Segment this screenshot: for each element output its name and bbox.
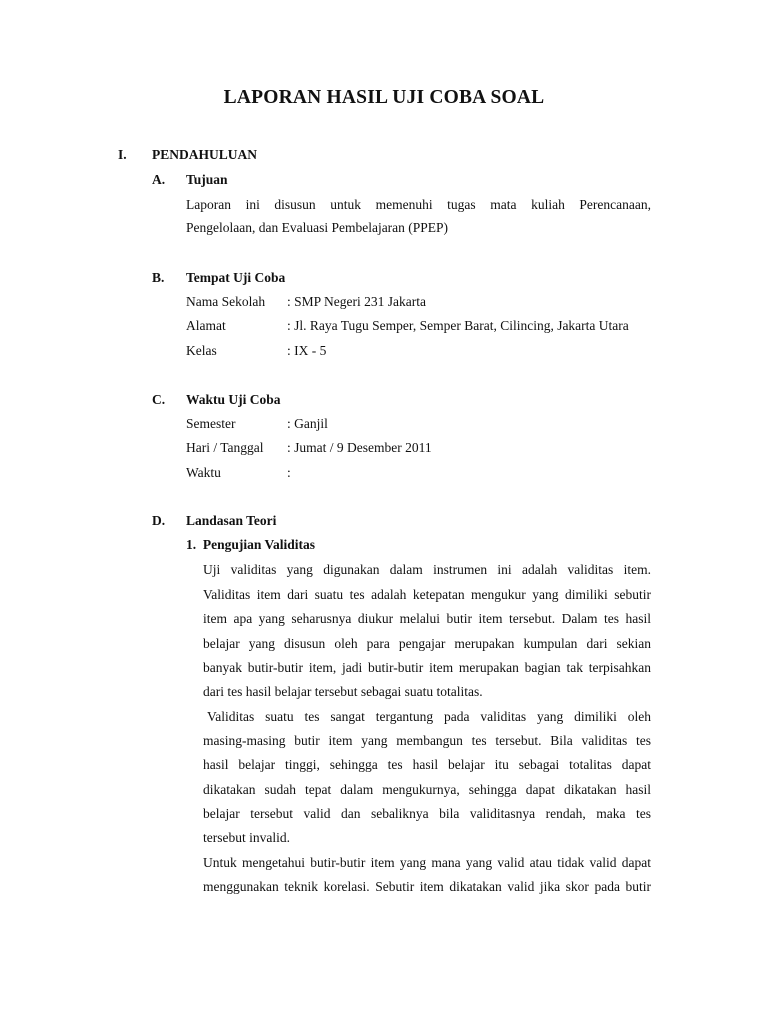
subsection-letter: B.: [152, 270, 165, 285]
paragraph-line: item apa yang seharusnya diukur melalui butir item tersebut. Dalam tes hasil: [203, 611, 651, 626]
field-value: : IX - 5: [287, 343, 327, 358]
section-heading: PENDAHULUAN: [152, 147, 258, 162]
paragraph-line: belajar yang disusun oleh para pengajar merupakan kumpulan dari sekian: [203, 636, 651, 651]
subsection-heading: Tempat Uji Coba: [186, 270, 286, 285]
field-value: :: [287, 465, 291, 480]
field-label: Semester: [186, 416, 236, 431]
paragraph-line: dari tes hasil belajar tersebut sebagai suatu totalitas.: [203, 684, 483, 699]
subsection-letter: D.: [152, 513, 166, 528]
field-value: : Jumat / 9 Desember 2011: [287, 440, 432, 455]
paragraph-line: Pengelolaan, dan Evaluasi Pembelajaran (PPEP): [186, 220, 449, 235]
field-label: Hari / Tanggal: [186, 440, 264, 455]
paragraph-line: Validitas item dari suatu tes adalah ketepatan mengukur yang dimiliki sebutir: [203, 587, 651, 602]
subsection-heading: Waktu Uji Coba: [186, 392, 281, 407]
subsection-letter: C.: [152, 392, 166, 407]
paragraph-line: Untuk mengetahui butir-butir item yang mana yang valid atau tidak valid dapat: [203, 855, 651, 870]
section-number: I.: [118, 147, 127, 162]
paragraph-line: masing-masing butir item yang membangun tes tersebut. Bila validitas tes: [203, 733, 651, 748]
field-value: : SMP Negeri 231 Jakarta: [287, 294, 426, 309]
paragraph-line: hasil belajar tinggi, sehingga tes hasil belajar itu sebagai totalitas dapat: [203, 757, 651, 772]
paragraph-line: tersebut invalid.: [203, 830, 290, 845]
paragraph-line: dikatakan sudah tepat dalam mengukurnya, sehingga dapat dikatakan hasil: [203, 782, 651, 797]
paragraph-line: Laporan ini disusun untuk memenuhi tugas mata kuliah Perencanaan,: [186, 197, 651, 212]
field-value: : Jl. Raya Tugu Semper, Semper Barat, Cilincing, Jakarta Utara: [287, 318, 629, 333]
field-label: Nama Sekolah: [186, 294, 266, 309]
field-value: : Ganjil: [287, 416, 328, 431]
subsection-letter: A.: [152, 172, 166, 187]
paragraph-line: Uji validitas yang digunakan dalam instrumen ini adalah validitas item.: [203, 562, 651, 577]
subsection-heading: Landasan Teori: [186, 513, 277, 528]
paragraph-line: belajar tersebut valid dan sebaliknya bila validitasnya rendah, maka tes: [203, 806, 651, 821]
paragraph-line: Validitas suatu tes sangat tergantung pada validitas yang dimiliki oleh: [207, 709, 651, 724]
subsection-heading: Tujuan: [186, 172, 228, 187]
paragraph-line: banyak butir-butir item, jadi butir-butir item merupakan bagian tak terpisahkan: [203, 660, 651, 675]
field-label: Alamat: [186, 318, 226, 333]
field-label: Waktu: [186, 465, 221, 480]
field-label: Kelas: [186, 343, 217, 358]
paragraph-line: menggunakan teknik korelasi. Sebutir item dikatakan valid jika skor pada butir: [203, 879, 651, 894]
list-item-heading: 1. Pengujian Validitas: [186, 537, 316, 552]
document-title: LAPORAN HASIL UJI COBA SOAL: [223, 87, 545, 108]
